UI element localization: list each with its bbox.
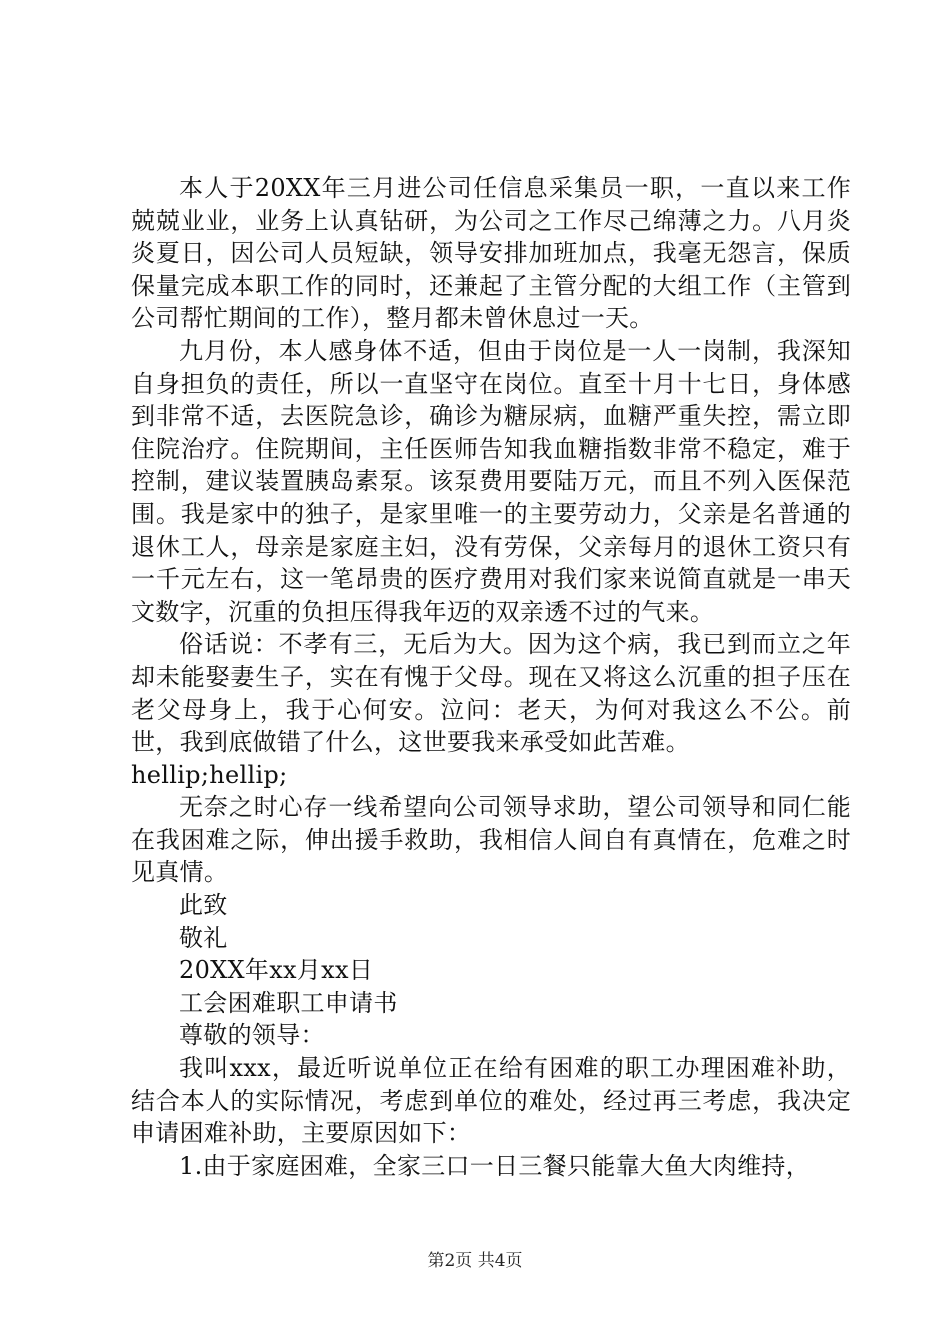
closing-salutation: 此致 bbox=[179, 891, 228, 920]
paragraph-application-intro: 我叫xxx，最近听说单位正在给有困难的职工办理困难补助，结合本人的实际情况，考虑到单位的难处，经过再三考虑，我决定申请困难补助，主要原因如下： bbox=[131, 1054, 851, 1148]
paragraph-reason-1: 1.由于家庭困难，全家三口一日三餐只能靠大鱼大肉维持， bbox=[179, 1151, 810, 1180]
paragraph-proverb: 俗话说：不孝有三，无后为大。因为这个病，我已到而立之年却未能娶妻生子，实在有愧于父母。现在又将这么沉重的担子压在老父母身上，我于心何安。泣问：老天，为何对我这么不公。前世，我到底做错了什么，这世要我来承受如此苦难。 bbox=[131, 630, 851, 757]
paragraph-work-history: 本人于20XX年三月进公司任信息采集员一职，一直以来工作兢兢业业，业务上认真钻研，为公司之工作尽己绵薄之力。八月炎炎夏日，因公司人员短缺，领导安排加班加点，我毫无怨言，保质保量完成本职工作的同时，还兼起了主管分配的大组工作（主管到公司帮忙期间的工作），整月都未曾休息过一天。 bbox=[131, 174, 851, 333]
paragraph-request-help: 无奈之时心存一线希望向公司领导求助，望公司领导和同仁能在我困难之际，伸出援手救助，我相信人间自有真情在，危难之时见真情。 bbox=[131, 793, 851, 887]
closing-regards: 敬礼 bbox=[179, 923, 228, 952]
section-title: 工会困难职工申请书 bbox=[179, 988, 398, 1017]
letter-date: 20XX年xx月xx日 bbox=[179, 956, 374, 985]
greeting: 尊敬的领导： bbox=[179, 1021, 325, 1050]
paragraph-illness: 九月份，本人感身体不适，但由于岗位是一人一岗制，我深知自身担负的责任，所以一直坚守在岗位。直至十月十七日，身体感到非常不适，去医院急诊，确诊为糖尿病，血糖严重失控，需立即住院治疗。住院期间，主任医师告知我血糖指数非常不稳定，难于控制，建议装置胰岛素泵。该泵费用要陆万元，而且不列入医保范围。我是家中的独子，是家里唯一的主要劳动力，父亲是名普通的退休工人，母亲是家庭主妇，没有劳保，父亲每月的退休工资只有一千元左右，这一笔昂贵的医疗费用对我们家来说简直就是一串天文数字，沉重的负担压得我年迈的双亲透不过的气来。 bbox=[131, 336, 851, 626]
page-footer: 第2页 共4页 bbox=[427, 1251, 523, 1271]
paragraph-ellipsis: hellip;hellip; bbox=[131, 760, 288, 789]
document-body bbox=[131, 172, 851, 1182]
